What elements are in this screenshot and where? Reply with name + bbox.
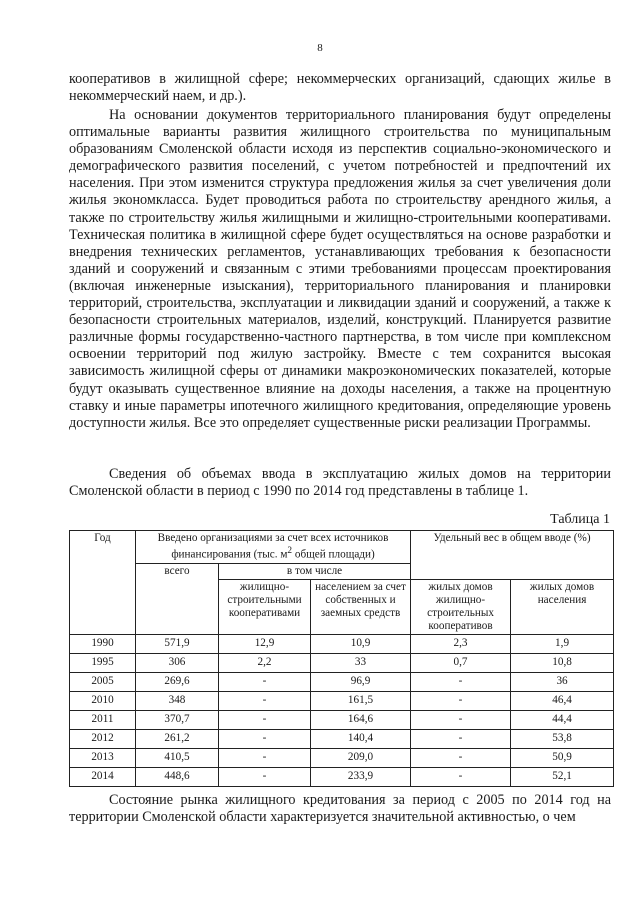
cell-total: 306 [136, 653, 219, 672]
header-coop: жилищно-строительными кооперативами [219, 579, 311, 634]
cell-share-coop: - [411, 748, 511, 767]
cell-population: 209,0 [311, 748, 411, 767]
paragraph-1: кооперативов в жилищной сфере; некоммерческих организаций, сдающих жилье в некоммерческий наем, и др.). [69, 71, 611, 105]
cell-share-pop: 1,9 [511, 634, 614, 653]
cell-coop: - [219, 691, 311, 710]
cell-share-pop: 10,8 [511, 653, 614, 672]
cell-share-pop: 36 [511, 672, 614, 691]
cell-population: 161,5 [311, 691, 411, 710]
cell-coop: 2,2 [219, 653, 311, 672]
table-row [70, 634, 614, 653]
cell-year: 2014 [70, 767, 136, 786]
table-row [70, 748, 614, 767]
cell-population: 96,9 [311, 672, 411, 691]
cell-year: 1995 [70, 653, 136, 672]
cell-coop: 12,9 [219, 634, 311, 653]
cell-share-pop: 52,1 [511, 767, 614, 786]
cell-year: 2013 [70, 748, 136, 767]
cell-coop: - [219, 748, 311, 767]
paragraph-block-table-intro [69, 466, 611, 500]
cell-coop: - [219, 729, 311, 748]
paragraph-2: На основании документов территориального планирования будут определены оптимальные варианты развития жилищного строительства по муниципальным образованиям Смоленской области исходя из перспектив социально-экономического и демографического развития поселений, с учетом потребностей и предпочтений их населения. При этом изменится структура предложения жилья за счет увеличения доли жилья экономкласса. Будет проводиться работа по строительству арендного жилья, а также по строительству жилья жилищными и жилищно-строительными кооперативами. Техническая политика в жилищной сфере будет осуществляться на основе разработки и внедрения технических регламентов, устанавливающих требования к безопасности зданий и сооружений и связанным с этими требованиями процессам проектирования (включая инженерные изыскания), территориального планирования и планировки территорий, строительства, эксплуатации и ликвидации зданий и сооружений, а также к безопасности строительных материалов, изделий, конструкций. Планируется развитие различные формы государственно-частного партнерства, в том числе при комплексном освоении территорий под жилую застройку. Вместе с тем сохранится высокая зависимость жилищной сферы от динамики макроэкономических показателей, которые будут оказывать существенное влияние на доходы населения, а также на процентную ставку и иные параметры ипотечного жилищного кредитования, определяющие уровень доступности жилья. Все это определяет существенные риски реализации Программы. [69, 107, 611, 431]
paragraph-block-credit [69, 792, 611, 826]
cell-share-coop: - [411, 672, 511, 691]
housing-input-table [69, 530, 614, 787]
cell-share-coop: - [411, 729, 511, 748]
table-row [70, 672, 614, 691]
cell-share-pop: 44,4 [511, 710, 614, 729]
table-caption: Таблица 1 [550, 512, 610, 527]
cell-coop: - [219, 672, 311, 691]
cell-year: 1990 [70, 634, 136, 653]
cell-share-pop: 53,8 [511, 729, 614, 748]
header-year: Год [70, 531, 136, 635]
cell-total: 348 [136, 691, 219, 710]
paragraph-block-main [69, 107, 611, 432]
paragraph-4: Состояние рынка жилищного кредитования за период с 2005 по 2014 год на территории Смоленской области характеризуется значительной активностью, о чем [69, 792, 611, 826]
header-share: Удельный вес в общем вводе (%) [411, 531, 614, 580]
cell-share-coop: 0,7 [411, 653, 511, 672]
cell-coop: - [219, 710, 311, 729]
cell-total: 261,2 [136, 729, 219, 748]
cell-share-pop: 50,9 [511, 748, 614, 767]
table-row [70, 710, 614, 729]
cell-total: 571,9 [136, 634, 219, 653]
header-share-pop: жилых домов населения [511, 579, 614, 634]
cell-year: 2011 [70, 710, 136, 729]
cell-share-coop: - [411, 691, 511, 710]
cell-share-coop: 2,3 [411, 634, 511, 653]
header-introduced-suffix: общей площади) [292, 548, 375, 561]
cell-total: 448,6 [136, 767, 219, 786]
cell-population: 233,9 [311, 767, 411, 786]
table-row [70, 691, 614, 710]
header-introduced-prefix: Введено организациями за счет всех источников финансирования (тыс. м [157, 532, 389, 561]
page-number: 8 [317, 42, 323, 54]
cell-share-coop: - [411, 767, 511, 786]
cell-population: 33 [311, 653, 411, 672]
cell-population: 164,6 [311, 710, 411, 729]
cell-share-coop: - [411, 710, 511, 729]
cell-population: 10,9 [311, 634, 411, 653]
cell-year: 2012 [70, 729, 136, 748]
header-share-coop: жилых домов жилищно-строительных кооперативов [411, 579, 511, 634]
cell-total: 370,7 [136, 710, 219, 729]
header-introduced-sup: 2 [287, 546, 293, 556]
header-population: населением за счет собственных и заемных средств [311, 579, 411, 634]
cell-total: 410,5 [136, 748, 219, 767]
table-row [70, 767, 614, 786]
cell-year: 2010 [70, 691, 136, 710]
cell-year: 2005 [70, 672, 136, 691]
cell-coop: - [219, 767, 311, 786]
paragraph-continuation [69, 71, 611, 105]
cell-share-pop: 46,4 [511, 691, 614, 710]
header-introduced [136, 531, 411, 564]
table-row [70, 653, 614, 672]
header-including: в том числе [219, 563, 411, 579]
paragraph-3: Сведения об объемах ввода в эксплуатацию жилых домов на территории Смоленской области в период с 1990 по 2014 год представлены в таблице 1. [69, 466, 611, 500]
cell-total: 269,6 [136, 672, 219, 691]
table-row [70, 729, 614, 748]
cell-population: 140,4 [311, 729, 411, 748]
header-total: всего [136, 563, 219, 634]
